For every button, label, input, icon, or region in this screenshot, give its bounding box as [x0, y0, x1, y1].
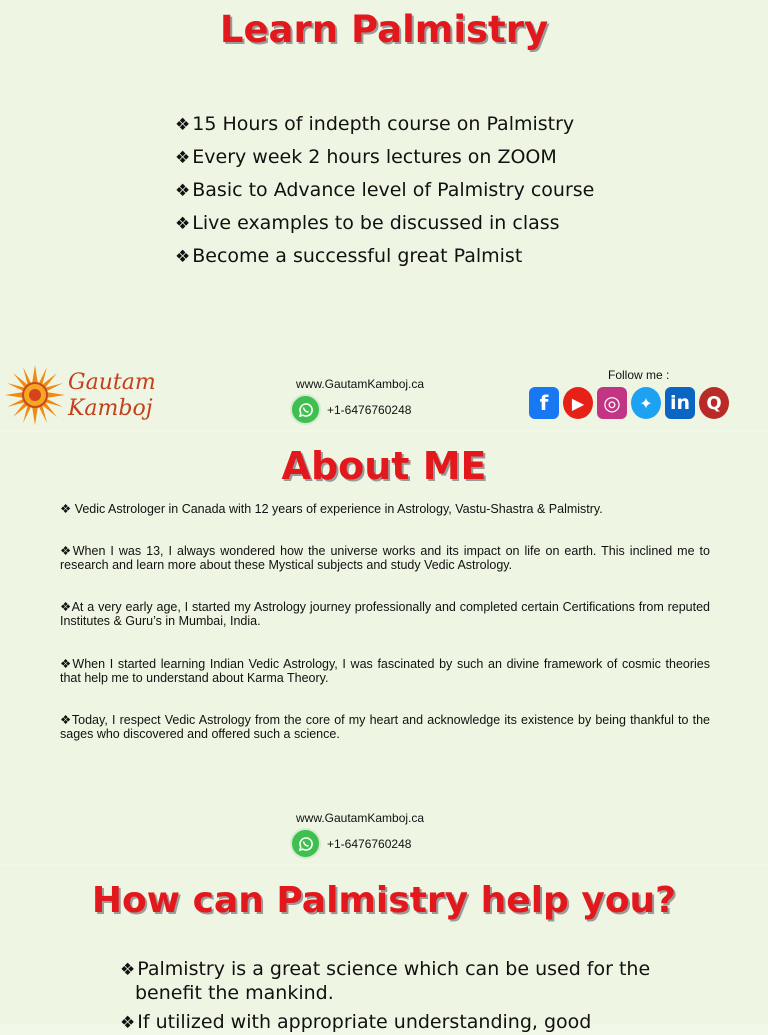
facebook-icon[interactable]: f — [529, 387, 559, 419]
list-item: ❖Today, I respect Vedic Astrology from the core of my heart and acknowledge its existence by being thankful to the sages who discovered and offered such a science. — [60, 713, 710, 741]
page-title: Learn Palmistry — [219, 8, 549, 51]
course-bullet-list — [175, 108, 594, 273]
list-item: ❖ Every week 2 hours lectures on ZOOM — [175, 146, 557, 168]
brand-logo — [4, 364, 164, 430]
phone-contact[interactable] — [290, 828, 411, 859]
phone-number: +1-6476760248 — [327, 836, 412, 851]
list-item: ❖ Become a successful great Palmist — [175, 245, 523, 267]
website-link[interactable]: www.GautamKamboj.ca — [296, 811, 425, 825]
list-item: ❖ Palmistry is a great science which can be used for the — [120, 958, 651, 980]
diamond-bullet-icon: ❖ — [120, 960, 136, 980]
linkedin-icon[interactable]: in — [665, 387, 695, 419]
slide-how-palmistry-helps — [0, 866, 768, 1033]
list-item: ❖When I was 13, I always wondered how the universe works and its impact on life on earth. This inclined me to research and learn more about these Mystical subjects and study Vedic Astrology. — [60, 544, 710, 572]
list-item: ❖When I started learning Indian Vedic Astrology, I was fascinated by such an divine framework of cosmic theories that help me to understand about Karma Theory. — [60, 657, 710, 685]
list-item: ❖ Basic to Advance level of Palmistry course — [175, 179, 595, 201]
diamond-bullet-icon: ❖ — [175, 214, 191, 234]
section-title: How can Palmistry help you? — [91, 880, 677, 921]
slide-about-me — [0, 432, 768, 864]
youtube-icon[interactable]: ▶ — [563, 387, 593, 419]
social-icons — [529, 387, 729, 419]
logo-text: Gautam Kamboj — [68, 370, 156, 421]
sun-logo-icon — [4, 364, 66, 426]
list-item: ❖ 15 Hours of indepth course on Palmistry — [175, 113, 575, 135]
list-item: ❖At a very early age, I started my Astrology journey professionally and completed certain Certifications from reputed Institutes & Guru’s in Mumbai, India. — [60, 600, 710, 628]
list-item: ❖ Live examples to be discussed in class — [175, 212, 560, 234]
diamond-bullet-icon: ❖ — [175, 148, 191, 168]
list-item: ❖ Vedic Astrologer in Canada with 12 years of experience in Astrology, Vastu-Shastra & Palmistry. — [60, 502, 603, 516]
whatsapp-icon — [290, 394, 321, 425]
website-link[interactable]: www.GautamKamboj.ca — [296, 377, 425, 391]
twitter-icon[interactable]: ✦ — [631, 387, 661, 419]
help-bullet-list: ❖ Palmistry is a great science which can be used for the benefit the mankind. ❖ If utilized with appropriate understanding, good — [120, 958, 651, 1033]
phone-contact[interactable] — [290, 394, 411, 425]
quora-icon[interactable]: Q — [699, 387, 729, 419]
diamond-bullet-icon: ❖ — [175, 181, 191, 201]
section-title: About ME — [281, 444, 487, 488]
phone-number: +1-6476760248 — [327, 402, 412, 417]
list-item: ❖ If utilized with appropriate understanding, good — [120, 1011, 592, 1033]
diamond-bullet-icon: ❖ — [120, 1013, 136, 1033]
diamond-bullet-icon: ❖ — [175, 115, 191, 135]
follow-label: Follow me : — [608, 368, 670, 382]
diamond-bullet-icon: ❖ — [175, 247, 191, 267]
instagram-icon[interactable]: ◎ — [597, 387, 627, 419]
whatsapp-icon — [290, 828, 321, 859]
